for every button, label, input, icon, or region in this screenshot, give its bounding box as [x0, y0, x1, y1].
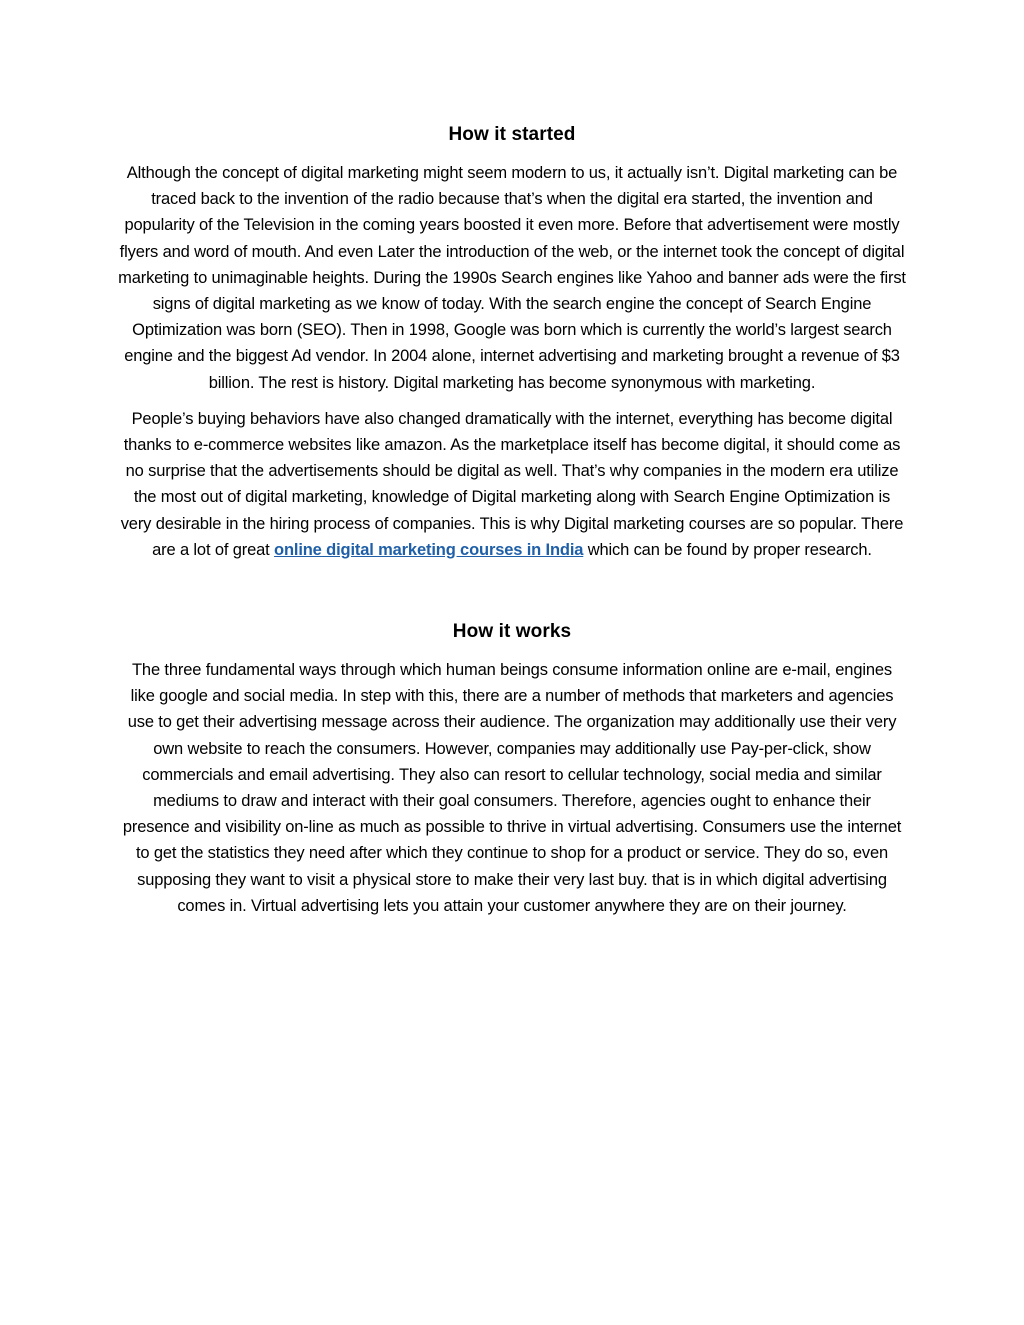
paragraph-history: Although the concept of digital marketing might seem modern to us, it actually isn’t. Digital marketing can be traced back to the invention of the radio because that’s when the digital era started, the invention and popularity of the Television in the coming years boosted it even more. Before that advertisement were mostly flyers and word of mouth. And even Later the introduction of the web, or the internet took the concept of digital marketing to unimaginable heights. During the 1990s Search engines like Yahoo and banner ads were the first signs of digital marketing as we know of today. With the search engine the concept of Search Engine Optimization was born (SEO). Then in 1998, Google was born which is currently the world’s largest search engine and the biggest Ad vendor. In 2004 alone, internet advertising and marketing brought a revenue of $3 billion. The rest is history. Digital marketing has become synonymous with marketing. — [118, 164, 906, 392]
paragraph-buying-behaviors-tail: which can be found by proper research. — [583, 540, 872, 559]
paragraph-buying-behaviors — [118, 406, 906, 563]
paragraph-buying-behaviors-text: People’s buying behaviors have also changed dramatically with the internet, everything has become digital thanks to e-commerce websites like amazon. As the marketplace itself has become digital, it should come as no surprise that the advertisements should be digital as well. That’s why companies in the modern era utilize the most out of digital marketing, knowledge of Digital marketing along with Search Engine Optimization is very desirable in the hiring process of companies. This is why Digital marketing courses are so popular. There are a lot of great — [120, 409, 904, 559]
online-courses-link[interactable]: online digital marketing courses in India — [274, 540, 584, 559]
heading-how-it-started: How it started — [448, 124, 576, 145]
heading-how-it-works: How it works — [452, 621, 572, 643]
document-body — [118, 120, 906, 919]
paragraph-how-it-works: The three fundamental ways through which human beings consume information online are e-mail, engines like google and social media. In step with this, there are a number of methods that marketers and agencies use to get their advertising message across their audience. The organization may additionally use their very own website to reach the consumers. However, companies may additionally use Pay-per-click, show commercials and email advertising. They also can resort to cellular technology, social media and similar mediums to draw and interact with their goal consumers. Therefore, agencies ought to enhance their presence and visibility on-line as much as possible to thrive in virtual advertising. Consumers use the internet to get the statistics they need after which they continue to shop for a product or service. They do so, even supposing they want to visit a physical store to make their very last buy. that is in which digital advertising comes in. Virtual advertising lets you attain your customer anywhere they are on their journey. — [122, 661, 902, 915]
